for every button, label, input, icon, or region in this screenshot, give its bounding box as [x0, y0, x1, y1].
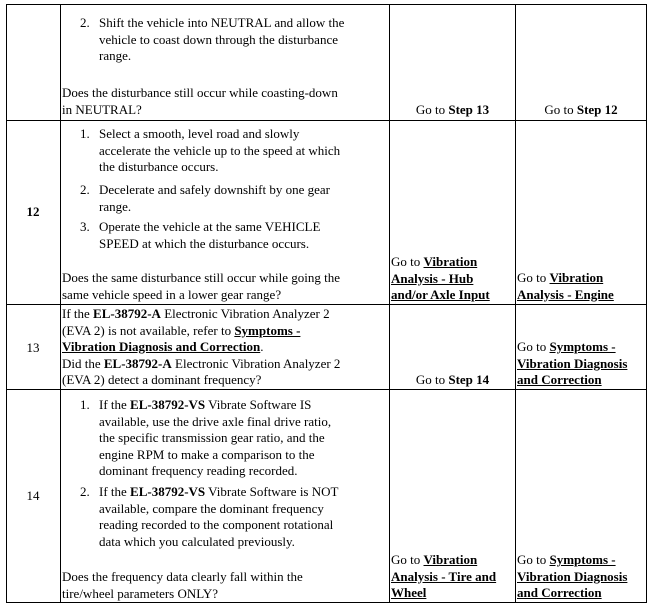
- list-item: If the EL-38792-VS Vibrate Software is NOT available, compare the dominant frequency reading recorded to the component rotational data which you calculated previously.: [99, 484, 339, 549]
- no-action: Go to Symptoms - Vibration Diagnosis and Correction: [517, 552, 628, 600]
- no-action: Go to Vibration Analysis - Engine: [517, 270, 614, 302]
- question-text: Does the disturbance still occur while coasting-down in NEUTRAL?: [62, 85, 338, 117]
- symptoms-vibration-link[interactable]: Symptoms -: [234, 322, 301, 338]
- yes-action: Go to Vibration Analysis - Tire and Wheel: [391, 552, 497, 600]
- step-12-link[interactable]: Step 12: [576, 102, 618, 117]
- step-number: 14: [26, 488, 40, 503]
- step-number: 13: [26, 340, 40, 355]
- list-item: Select a smooth, level road and slowly accelerate the vehicle up to the speed at which the disturbance occurs.: [99, 126, 341, 174]
- column-divider: [6, 4, 7, 603]
- table-top-border: [6, 4, 647, 5]
- yes-action: Go to Step 13: [415, 102, 490, 117]
- column-divider: [60, 4, 61, 603]
- vibration-analysis-engine-link[interactable]: Vibration: [549, 270, 604, 285]
- symptoms-vibration-link[interactable]: Symptoms -: [549, 339, 616, 354]
- row-divider: [6, 389, 647, 390]
- list-number: 2.: [80, 182, 90, 197]
- no-action: Go to Symptoms - Vibration Diagnosis and Correction: [517, 339, 628, 387]
- row-divider: [6, 120, 647, 121]
- list-item: Operate the vehicle at the same VEHICLE SPEED at which the disturbance occurs.: [99, 219, 321, 251]
- yes-action: Go to Step 14: [415, 372, 490, 387]
- vibration-analysis-tire-link[interactable]: Vibration: [423, 552, 478, 567]
- list-item: If the EL-38792-VS Vibrate Software IS available, use the drive axle final drive ratio, the specific transmission gear ratio, and the engine RPM to make a comparison to the dominant frequency reading recorded.: [99, 397, 332, 478]
- list-number: 1.: [80, 126, 90, 141]
- list-item: Shift the vehicle into NEUTRAL and allow the vehicle to coast down through the disturbance range.: [99, 15, 345, 63]
- question-text: Does the same disturbance still occur while going the same vehicle speed in a lower gear range?: [62, 270, 340, 302]
- column-divider: [646, 4, 647, 603]
- column-divider: [389, 4, 390, 603]
- step-13-link[interactable]: Step 13: [448, 102, 490, 117]
- vibration-analysis-hub-link[interactable]: Vibration: [423, 254, 478, 269]
- list-number: 2.: [80, 484, 90, 499]
- table-bottom-border: [6, 602, 647, 603]
- list-item: Decelerate and safely downshift by one gear range.: [99, 182, 331, 214]
- column-divider: [515, 4, 516, 603]
- yes-action: Go to Vibration Analysis - Hub and/or Axle Input: [391, 254, 490, 302]
- list-number: 1.: [80, 397, 90, 412]
- row-divider: [6, 304, 647, 305]
- symptoms-vibration-link[interactable]: Symptoms -: [549, 552, 616, 567]
- no-action: Go to Step 12: [544, 102, 618, 117]
- list-number: 3.: [80, 219, 90, 234]
- question-text: Does the frequency data clearly fall within the tire/wheel parameters ONLY?: [62, 569, 303, 601]
- step-text: If the EL-38792-A Electronic Vibration Analyzer 2 (EVA 2) is not available, refer to Symptoms - Vibration Diagnosis and Correction. Did the EL-38792-A Electronic Vibration Analyzer 2 (EVA 2) detect a dominant frequency?: [62, 306, 341, 387]
- step-number: 12: [26, 204, 40, 219]
- step-14-link[interactable]: Step 14: [448, 372, 490, 387]
- list-number: 2.: [80, 15, 90, 30]
